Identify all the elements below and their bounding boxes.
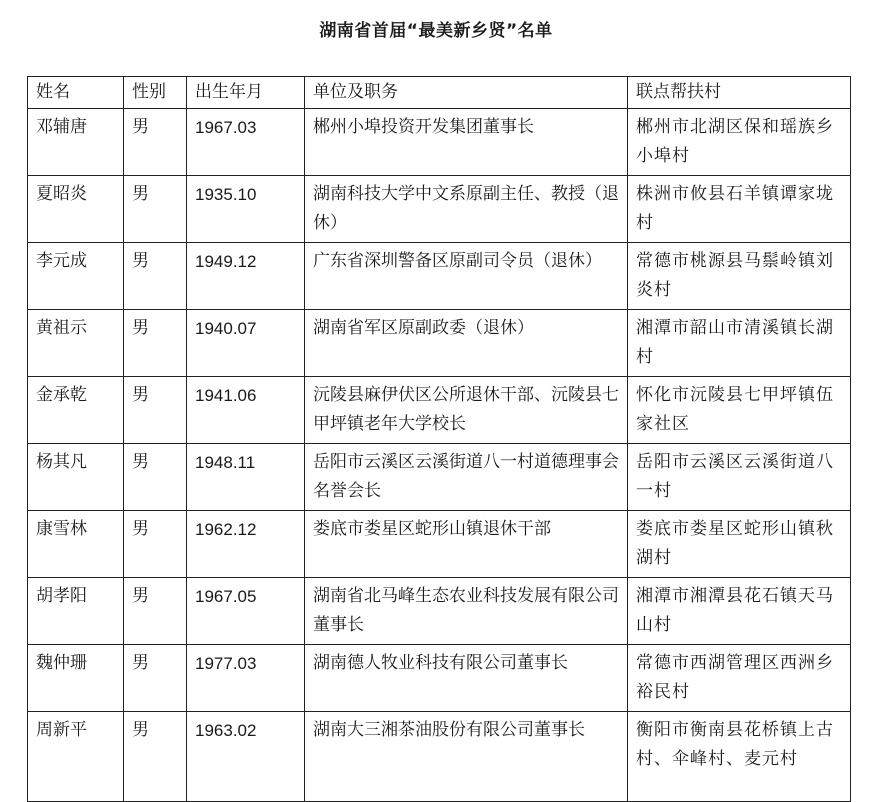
table-header-row (28, 77, 851, 109)
cell-name: 金承乾 (28, 377, 124, 444)
header-gender: 性别 (124, 77, 187, 109)
cell-unit: 湖南科技大学中文系原副主任、教授（退休） (305, 176, 628, 243)
cell-birth: 1977.03 (187, 645, 305, 712)
cell-gender: 男 (124, 444, 187, 511)
cell-gender: 男 (124, 645, 187, 712)
cell-name: 黄祖示 (28, 310, 124, 377)
table-row (28, 511, 851, 578)
cell-name: 杨其凡 (28, 444, 124, 511)
cell-gender: 男 (124, 578, 187, 645)
cell-village: 娄底市娄星区蛇形山镇秋湖村 (628, 511, 851, 578)
table-row (28, 578, 851, 645)
table-row (28, 645, 851, 712)
cell-gender: 男 (124, 712, 187, 802)
cell-village: 衡阳市衡南县花桥镇上古村、伞峰村、麦元村 (628, 712, 851, 802)
cell-birth: 1935.10 (187, 176, 305, 243)
table-row (28, 109, 851, 176)
cell-birth: 1963.02 (187, 712, 305, 802)
cell-unit: 娄底市娄星区蛇形山镇退休干部 (305, 511, 628, 578)
table-row (28, 712, 851, 802)
cell-birth: 1967.03 (187, 109, 305, 176)
cell-name: 周新平 (28, 712, 124, 802)
header-name: 姓名 (28, 77, 124, 109)
cell-birth: 1967.05 (187, 578, 305, 645)
cell-gender: 男 (124, 176, 187, 243)
cell-unit: 湖南省军区原副政委（退休） (305, 310, 628, 377)
cell-village: 常德市西湖管理区西洲乡裕民村 (628, 645, 851, 712)
cell-name: 邓辅唐 (28, 109, 124, 176)
cell-village: 岳阳市云溪区云溪街道八一村 (628, 444, 851, 511)
cell-village: 怀化市沅陵县七甲坪镇伍家社区 (628, 377, 851, 444)
header-birth: 出生年月 (187, 77, 305, 109)
cell-village: 常德市桃源县马鬃岭镇刘炎村 (628, 243, 851, 310)
cell-birth: 1948.11 (187, 444, 305, 511)
cell-village: 湘潭市韶山市清溪镇长湖村 (628, 310, 851, 377)
cell-gender: 男 (124, 310, 187, 377)
table-row (28, 310, 851, 377)
roster-table (27, 76, 851, 802)
cell-gender: 男 (124, 511, 187, 578)
cell-name: 胡孝阳 (28, 578, 124, 645)
table-row (28, 444, 851, 511)
cell-name: 夏昭炎 (28, 176, 124, 243)
cell-unit: 沅陵县麻伊伏区公所退休干部、沅陵县七甲坪镇老年大学校长 (305, 377, 628, 444)
cell-unit: 湖南德人牧业科技有限公司董事长 (305, 645, 628, 712)
cell-village: 郴州市北湖区保和瑶族乡小埠村 (628, 109, 851, 176)
table-row (28, 377, 851, 444)
cell-unit: 岳阳市云溪区云溪街道八一村道德理事会名誉会长 (305, 444, 628, 511)
table-row (28, 243, 851, 310)
cell-village: 湘潭市湘潭县花石镇天马山村 (628, 578, 851, 645)
cell-gender: 男 (124, 377, 187, 444)
cell-gender: 男 (124, 243, 187, 310)
cell-village: 株洲市攸县石羊镇谭家垅村 (628, 176, 851, 243)
header-village: 联点帮扶村 (628, 77, 851, 109)
page-title: 湖南省首届“最美新乡贤”名单 (319, 21, 553, 41)
cell-name: 康雪林 (28, 511, 124, 578)
cell-gender: 男 (124, 109, 187, 176)
table-row (28, 176, 851, 243)
cell-unit: 广东省深圳警备区原副司令员（退休） (305, 243, 628, 310)
cell-birth: 1962.12 (187, 511, 305, 578)
cell-unit: 郴州小埠投资开发集团董事长 (305, 109, 628, 176)
header-unit: 单位及职务 (305, 77, 628, 109)
cell-unit: 湖南大三湘茶油股份有限公司董事长 (305, 712, 628, 802)
cell-unit: 湖南省北马峰生态农业科技发展有限公司董事长 (305, 578, 628, 645)
cell-birth: 1940.07 (187, 310, 305, 377)
cell-birth: 1941.06 (187, 377, 305, 444)
cell-name: 李元成 (28, 243, 124, 310)
cell-birth: 1949.12 (187, 243, 305, 310)
cell-name: 魏仲珊 (28, 645, 124, 712)
